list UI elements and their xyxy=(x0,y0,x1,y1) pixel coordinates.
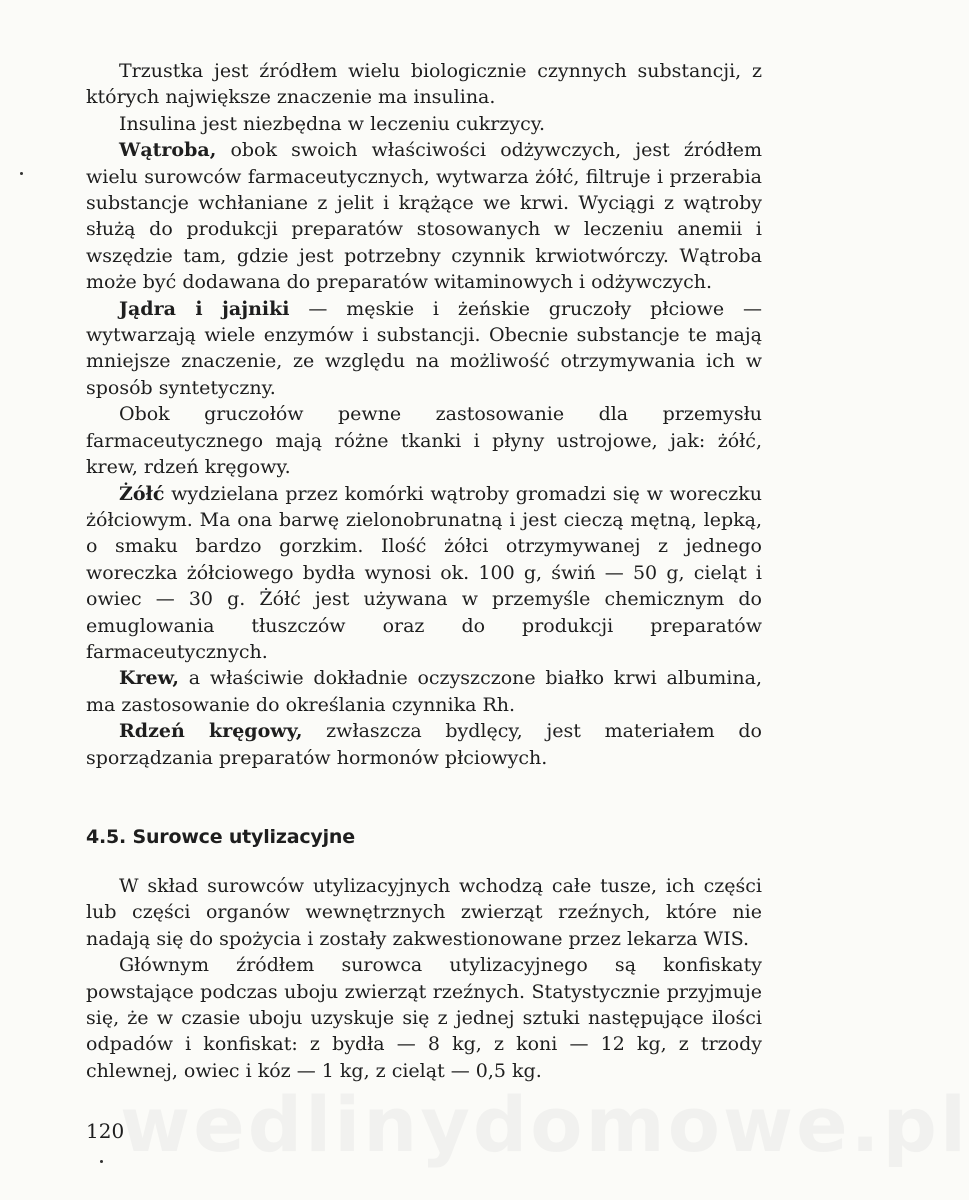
paragraph-zolc: Żółć wydzielana przez komórki wątroby gromadzi się w woreczku żółciowym. Ma ona barwę zielonobrunatną i jest cieczą mętną, lepką, o smaku bardzo gorzkim. Ilość żółci otrzymywanej z jednego woreczka żółciowego bydła wynosi ok. 100 g, świń — 50 g, cieląt i owiec — 30 g. Żółć jest używana w przemyśle chemicznym do emuglowania tłuszczów oraz do produkcji preparatów farmaceutycznych. xyxy=(86,482,762,663)
section-heading: 4.5. Surowce utylizacyjne xyxy=(86,826,355,848)
paragraph-watroba: Wątroba, obok swoich właściwości odżywczych, jest źródłem wielu surowców farmaceutycznych, wytwarza żółć, filtruje i przerabia substancje wchłaniane z jelit i krążące we krwi. Wyciągi z wątroby służą do produkcji preparatów stosowanych w leczeniu anemii i wszędzie tam, gdzie jest potrzebny czynnik krwiotwórczy. Wątroba może być dodawana do preparatów witaminowych i odżywczych. xyxy=(86,139,762,294)
term-zolc: Żółć xyxy=(119,482,165,505)
paragraph-sklad: W skład surowców utylizacyjnych wchodzą całe tusze, ich części lub części organów wewnętrznych zwierząt rzeźnych, które nie nadają się do spożycia i zostały zakwestionowane przez lekarza WIS. xyxy=(86,875,762,950)
paragraph-rdzen: Rdzeń kręgowy, zwłaszcza bydlęcy, jest materiałem do sporządzania preparatów hormonów płciowych. xyxy=(86,720,762,769)
paragraph-insulina: Insulina jest niezbędna w leczeniu cukrzycy. xyxy=(119,112,546,135)
text-block-section xyxy=(86,873,762,1084)
scan-speck xyxy=(20,172,23,175)
text-block-top xyxy=(86,58,762,771)
term-rdzen: Rdzeń kręgowy, xyxy=(119,720,303,743)
paragraph-gruczoly: Obok gruczołów pewne zastosowanie dla przemysłu farmaceutycznego mają różne tkanki i płyny ustrojowe, jak: żółć, krew, rdzeń kręgowy. xyxy=(86,403,762,479)
scan-speck xyxy=(100,1160,103,1163)
paragraph-krew: Krew, a właściwie dokładnie oczyszczone białko krwi albumina, ma zastosowanie do określania czynnika Rh. xyxy=(86,667,762,716)
page-number: 120 xyxy=(86,1119,125,1143)
paragraph-zrodlo: Głównym źródłem surowca utylizacyjnego są konfiskaty powstające podczas uboju zwierząt rzeźnych. Statystycznie przyjmuje się, że w czasie uboju uzyskuje się z jednej sztuki następujące ilości odpadów i konfiskat: z bydła — 8 kg, z koni — 12 kg, z trzody chlewnej, owiec i kóz — 1 kg, z cieląt — 0,5 kg. xyxy=(86,954,762,1082)
term-jadra: Jądra i jajniki xyxy=(119,297,290,320)
term-krew: Krew, xyxy=(119,667,180,690)
paragraph-jadra: Jądra i jajniki — męskie i żeńskie gruczoły płciowe — wytwarzają wiele enzymów i substancji. Obecnie substancje te mają mniejsze znaczenie, ze względu na możliwość otrzymywania ich w sposób syntetyczny. xyxy=(86,297,762,399)
watermark: wedlinydomowe.pl xyxy=(120,1080,969,1169)
paragraph-trzustka: Trzustka jest źródłem wielu biologicznie czynnych substancji, z których największe znaczenie ma insulina. xyxy=(86,60,762,109)
term-watroba: Wątroba, xyxy=(119,139,217,162)
